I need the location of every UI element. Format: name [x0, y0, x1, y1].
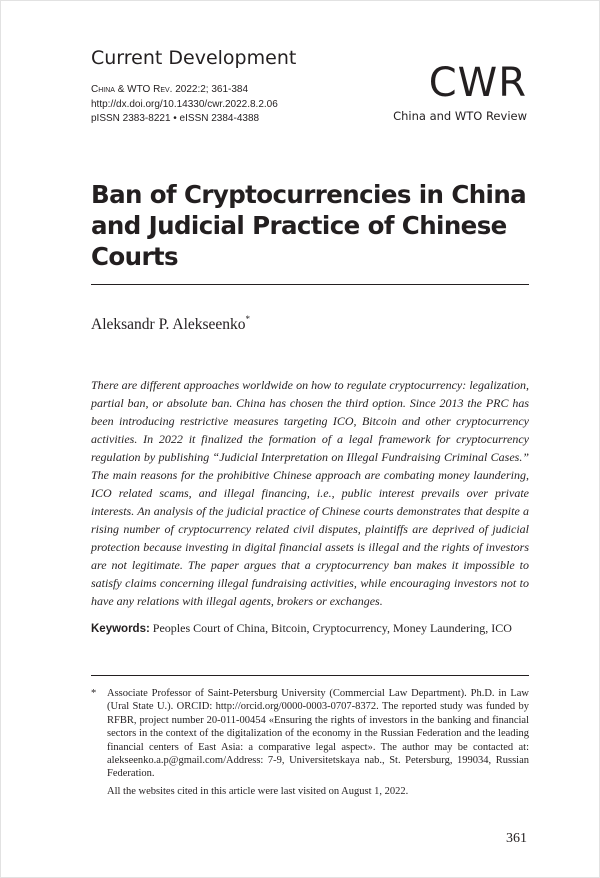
keywords-list: Peoples Court of China, Bitcoin, Cryptocurrency, Money Laundering, ICO	[149, 621, 512, 635]
author-line	[91, 314, 250, 334]
logo-subtitle: China and WTO Review	[393, 109, 527, 123]
journal-logo	[393, 60, 527, 123]
footnote-websites-note: All the websites cited in this article were last visited on August 1, 2022.	[107, 785, 409, 797]
citation-journal: China & WTO Rev.	[91, 84, 173, 95]
citation-volume: 2022:2; 361-384	[172, 84, 249, 95]
logo-mark: CWR	[428, 60, 527, 106]
footnote-divider	[91, 675, 529, 676]
footnote	[91, 687, 529, 798]
page-number: 361	[506, 831, 527, 846]
footnote-text: Associate Professor of Saint-Petersburg University (Commercial Law Department). Ph.D. in Law (Ural State U.). ORCID: http://orcid.org/0000-0003-0707-8372. The reported study was funded by RFBR, project number 20-011-00454 «Ensuring the rights of investors in the banking and financial sectors in the context of the digitalization of the economy in the Russian Federation and the leading financial centers of East Asia: a comparative legal aspect». The author may be contacted at: alekseenko.a.p@gmail.com/Address: 7-9, Universitetskaya nab., St. Petersburg, 199034, Russian Federation.	[107, 688, 529, 780]
issn-line: pISSN 2383-8221 • eISSN 2384-4388	[91, 113, 260, 124]
doi-link[interactable]: http://dx.doi.org/10.14330/cwr.2022.8.2.06	[91, 98, 278, 110]
citation-line	[91, 83, 278, 98]
keywords-label: Keywords:	[91, 623, 150, 635]
abstract: There are different approaches worldwide on how to regulate cryptocurrency: legalization, partial ban, or absolute ban. China has chosen the third option. Since 2013 the PRC has been introducing restrictive measures targeting ICO, Bitcoin and other cryptocurrency activities. In 2022 it finalized the formation of a legal framework for cryptocurrency regulation by publishing “Judicial Interpretation on Illegal Fundraising Criminal Cases.” The main reasons for the prohibitive Chinese approach are combating money laundering, ICO related scams, and illegal financing, i.e., public interest prevails over private interests. An analysis of the judicial practice of Chinese courts demonstrates that despite a rising number of cryptocurrency related civil disputes, plaintiffs are deprived of judicial protection because investing in digital financial assets is illegal and the rights of investors are not legitimate. The paper argues that a cryptocurrency ban makes it impossible to satisfy claims concerning illegal fundraising activities, while encouraging investors not to have any relations with illegal agents, brokers or exchanges.	[91, 378, 529, 608]
title-divider	[91, 284, 529, 285]
citation-block	[91, 83, 278, 127]
footnote-mark: *	[91, 688, 97, 699]
keywords-line	[91, 621, 529, 636]
author-footnote-mark[interactable]: *	[245, 314, 251, 324]
author-name: Aleksandr P. Alekseenko	[91, 316, 246, 333]
section-label: Current Development	[91, 47, 297, 69]
article-title: Ban of Cryptocurrencies in China and Judicial Practice of Chinese Courts	[91, 180, 527, 271]
